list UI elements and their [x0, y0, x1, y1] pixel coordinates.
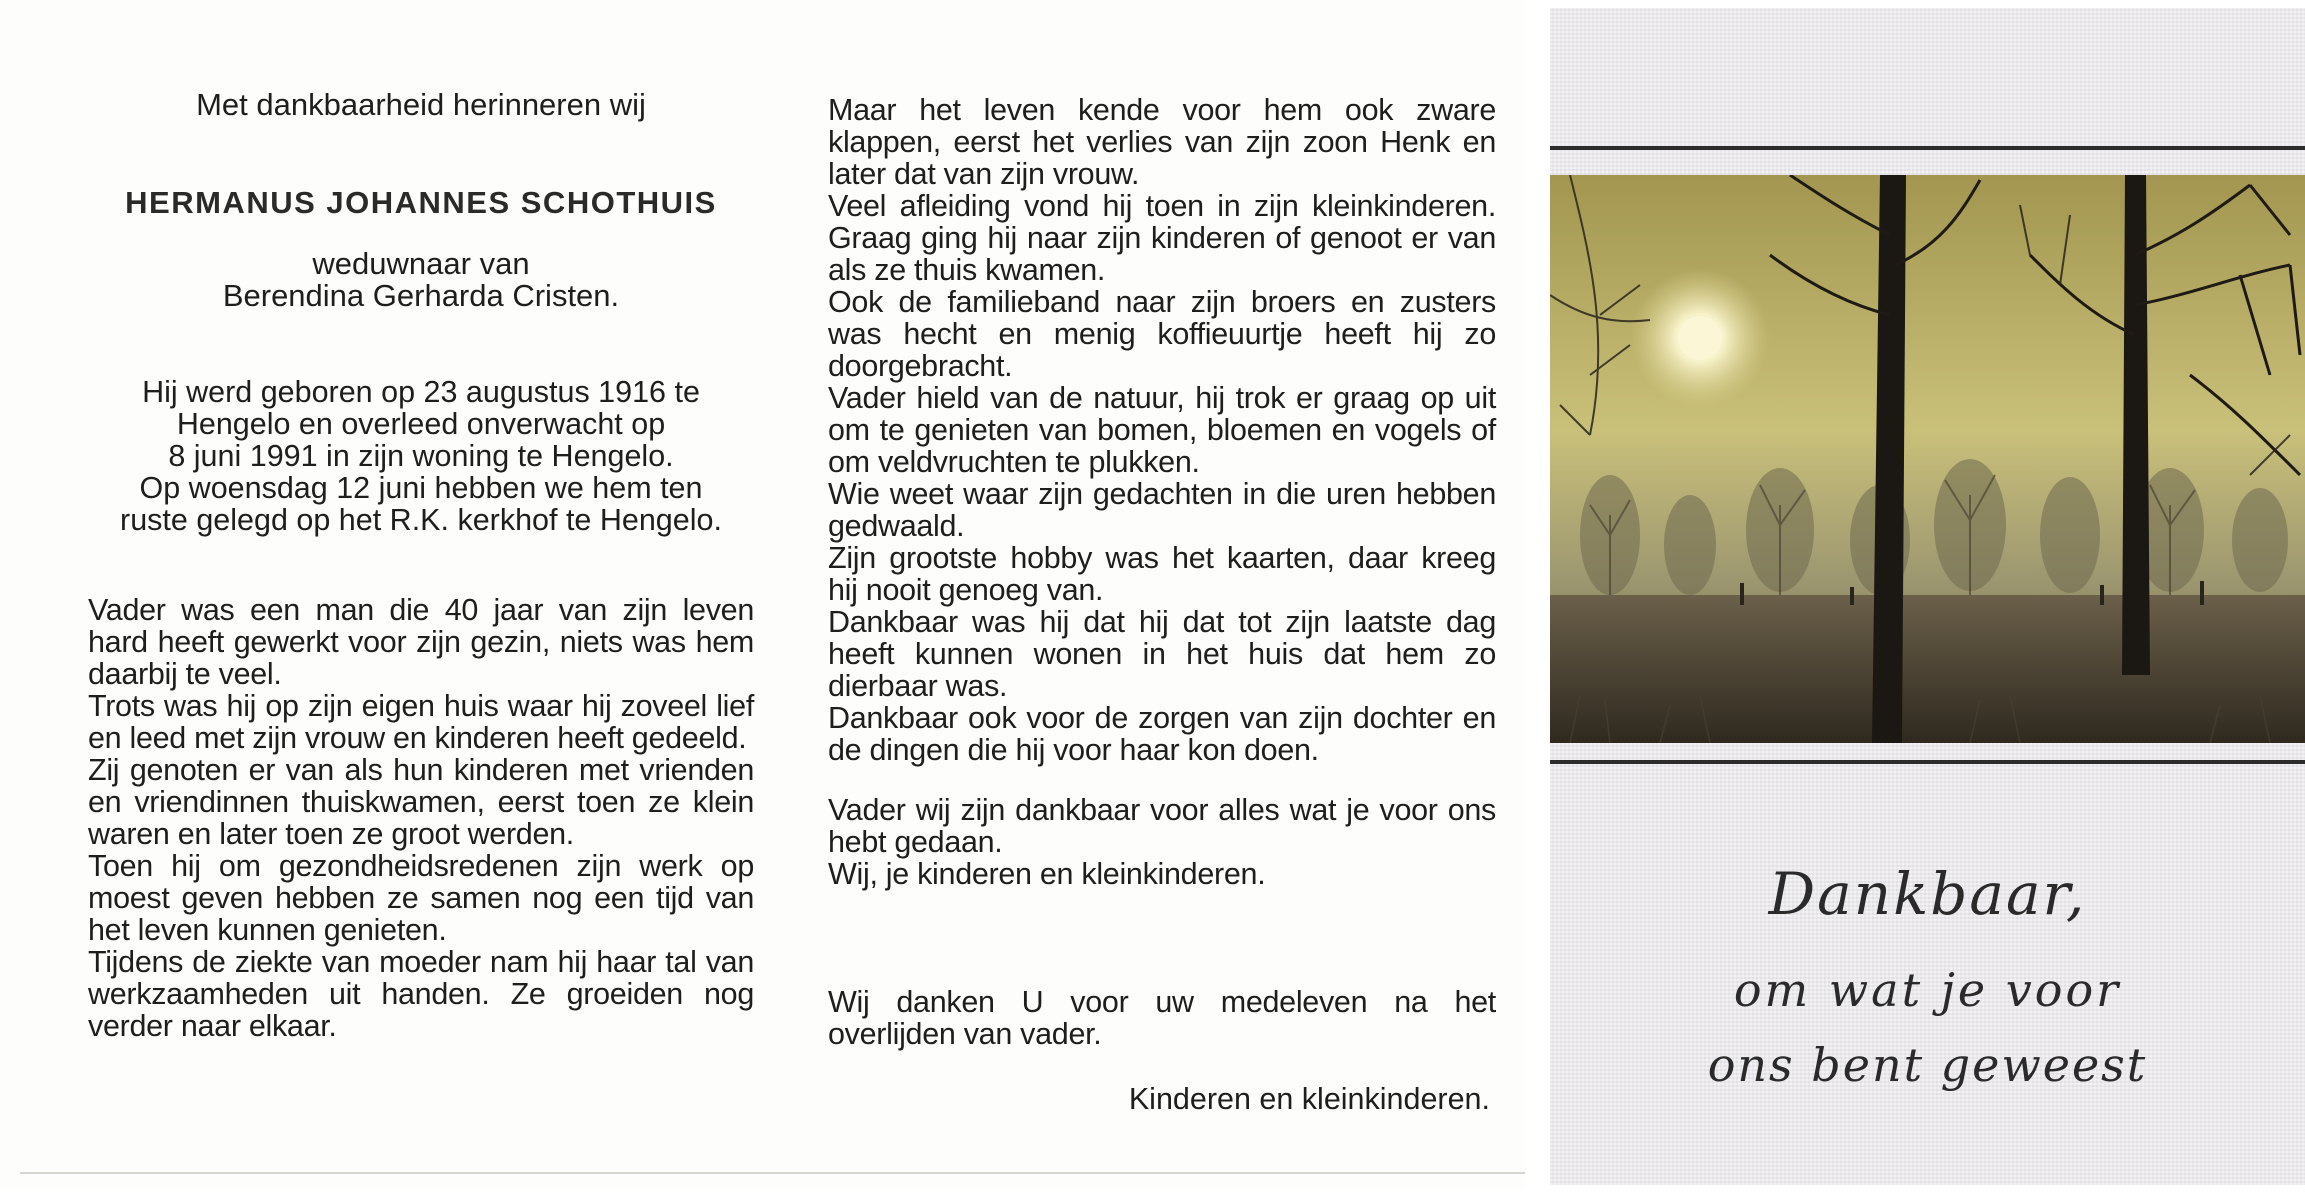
birth-line: Hengelo en overleed onverwacht op — [176, 407, 666, 441]
bio-paragraph: Dankbaar ook voor de zorgen van zijn dochter en de dingen die hij voor haar kon doen. — [828, 701, 1496, 767]
bio-paragraph: Tijdens de ziekte van moeder nam hij haar tal van werkzaamheden uit handen. Ze groeiden nog verder naar elkaar. — [88, 945, 754, 1043]
thanks-paragraph: Wij danken U voor uw medeleven na het overlijden van vader. — [828, 985, 1496, 1051]
intro-line: Met dankbaarheid herinneren wij — [196, 87, 646, 122]
bio-paragraph: Dankbaar was hij dat hij dat tot zijn laatste dag heeft kunnen wonen in het huis dat hem zo dierbaar was. — [828, 605, 1496, 703]
signature: Kinderen en kleinkinderen. — [1128, 1082, 1490, 1116]
closing-paragraph: Wij, je kinderen en kleinkinderen. — [828, 857, 1266, 891]
script-title: Dankbaar, — [1768, 860, 2087, 928]
bio-paragraph: Wie weet waar zijn gedachten in die uren hebben gedwaald. — [828, 477, 1496, 543]
birth-death-info — [88, 376, 754, 536]
landscape-illustration — [1550, 175, 2305, 743]
spouse-name: Berendina Gerharda Cristen. — [222, 278, 620, 313]
photo-card — [1550, 8, 2305, 1185]
bio-paragraph: Toen hij om gezondheidsredenen zijn werk op moest geven hebben ze samen nog een tijd van het leven kunnen genieten. — [88, 849, 754, 947]
birth-line: ruste gelegd op het R.K. kerkhof te Hengelo. — [120, 503, 722, 537]
script-line: ons bent geweest — [1707, 1038, 2148, 1092]
bio-paragraph: Zij genoten er van als hun kinderen met vrienden en vriendinnen thuiskwamen, eerst toen ze klein waren en later toen ze groot werden. — [88, 753, 754, 851]
thanks-message — [828, 986, 1496, 1050]
bio-paragraph: Vader was een man die 40 jaar van zijn leven hard heeft gewerkt voor zijn gezin, niets was hem daarbij te veel. — [88, 593, 754, 691]
card-edge-divider — [20, 1172, 1525, 1174]
widow-info — [88, 248, 754, 312]
birth-line: 8 juni 1991 in zijn woning te Hengelo. — [168, 439, 674, 473]
closing-paragraph: Vader wij zijn dankbaar voor alles wat je voor ons hebt gedaan. — [828, 793, 1496, 859]
birth-line: Op woensdag 12 juni hebben we hem ten — [139, 471, 703, 505]
bio-paragraph: Zijn grootste hobby was het kaarten, daar kreeg hij nooit genoeg van. — [828, 541, 1496, 607]
sunset-landscape-photo — [1550, 175, 2305, 743]
bio-paragraph: Vader hield van de natuur, hij trok er graag op uit om te genieten van bomen, bloemen en vogels of om veldvruchten te plukken. — [828, 381, 1496, 479]
script-line: om wat je voor — [1733, 963, 2122, 1017]
deceased-name: HERMANUS JOHANNES SCHOTHUIS — [125, 185, 717, 220]
bio-paragraph: Trots was hij op zijn eigen huis waar hij zoveel lief en leed met zijn vrouw en kinderen heeft gedeeld. — [88, 689, 754, 755]
bottom-rule-divider — [1550, 760, 2305, 764]
bio-paragraph: Ook de familieband naar zijn broers en zusters was hecht en menig koffieuurtje heeft hij zo doorgebracht. — [828, 285, 1496, 383]
birth-line: Hij werd geboren op 23 augustus 1916 te — [142, 375, 700, 409]
widow-line: weduwnaar van — [312, 246, 530, 281]
closing-message — [828, 794, 1496, 890]
bio-paragraph: Veel afleiding vond hij toen in zijn kleinkinderen. Graag ging hij naar zijn kinderen of genoot er van als ze thuis kwamen. — [828, 189, 1496, 287]
biography-left — [88, 594, 754, 1042]
bio-paragraph: Maar het leven kende voor hem ook zware klappen, eerst het verlies van zijn zoon Henk en later dat van zijn vrouw. — [828, 93, 1496, 191]
biography-right — [828, 94, 1496, 766]
top-rule-divider — [1550, 146, 2305, 150]
